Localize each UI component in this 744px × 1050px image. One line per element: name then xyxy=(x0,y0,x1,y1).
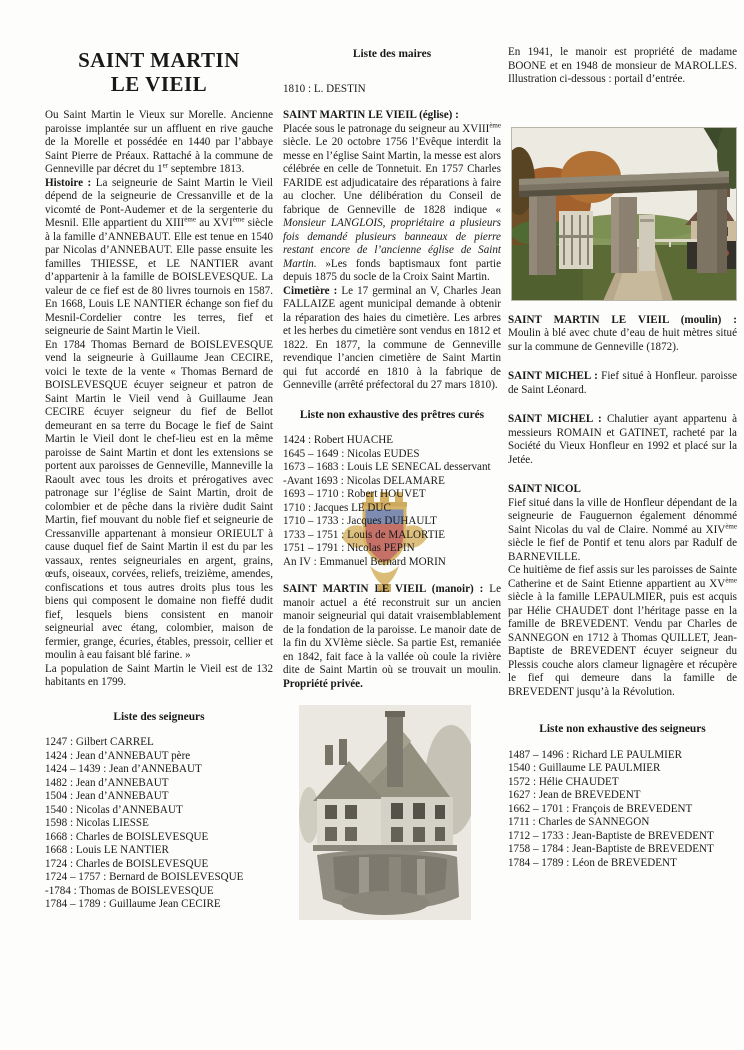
michel2-label: SAINT MICHEL : xyxy=(508,413,608,425)
col3-seigneurs-heading: Liste non exhaustive des seigneurs xyxy=(539,723,706,735)
list-item: 1424 : Robert HUACHE xyxy=(283,434,394,446)
nicol-paragraph-1 xyxy=(508,497,737,565)
gate-photo xyxy=(511,127,737,301)
nicol-text: Fief situé dans la ville de Honfleur dépendant de la seigneurie de Fauguernon également dénommé Saint Nicolas du val de Claire. Nommé au XIV xyxy=(508,496,737,536)
moulin-paragraph: Moulin à blé avec chute d’eau de huit mètres situé sur la commune de Genneville (1872). xyxy=(508,327,737,353)
boone-paragraph: En 1941, le manoir est propriété de madame BOONE et en 1948 de monsieur de MAROLLES. Illustration ci-dessous : portail d’entrée. xyxy=(508,46,737,85)
list-item: 1784 – 1789 : Guillaume Jean CECIRE xyxy=(45,898,221,910)
list-item: 1668 : Charles de BOISLEVESQUE xyxy=(45,830,209,843)
maires-heading: Liste des maires xyxy=(352,48,432,60)
list-item: 1712 – 1733 : Jean-Baptiste de BREVEDENT xyxy=(508,829,714,842)
list-item: 1693 – 1710 : Robert HOUVET xyxy=(283,488,426,500)
histoire-text: siècle à la famille d’ANNEBAUT. Elle est tenue en 1540 par Nicolas d’ANNEBAUT. Elle passe ensuite les familles THIESSE, et LE NANTIER avant d’appartenir à la famille de BOISLEVESQUE. La valeur de ce fief est de 80 livres tournois en 1587. En 1668, Louis LE NANTIER échange son fief du Mesnil-Cordelier contre les terres, fief et seigneurie de Saint Martin le Vieil. xyxy=(45,217,274,337)
list-item: 1710 : Jacques LE DUC xyxy=(283,501,391,514)
population-paragraph: La population de Saint Martin le Vieil est de 132 habitants en 1799. xyxy=(45,662,273,688)
nicol-text: Ce huitième de fief assis sur les paroisses de Sainte Catherine et de Saint Etienne appartient au XV xyxy=(508,564,737,590)
eglise-text: siècle. Le 20 octobre 1756 l’Evêque interdit la messe en l’église Saint Martin, la messe est alors célébrée en celle de Tonnetuit. En 1757 Charles FARIDE est adjudicataire des réparations à faire au clocher. Une délibération du Conseil de fabrique de Genneville de 1828 indique « xyxy=(283,136,501,216)
century-superscript: ème xyxy=(725,575,737,584)
page-title-line1: SAINT MARTIN xyxy=(78,48,240,72)
list-item: -Avant 1693 : Nicolas DELAMARE xyxy=(283,474,445,487)
list-item: 1540 : Nicolas d’ANNEBAUT xyxy=(45,803,183,816)
manoir-text: Le manoir actuel a été reconstruit sur un ancien manoir seigneurial qui datait vraisemblablement de la fondation de la paroisse. Le manoir date de la fin du XVIème siècle. Sa partie Est, remaniée en 1842, fait face à la vallée où coule la rivière dite de Saint Martin où se trouvait un moulin. xyxy=(283,583,501,676)
column-middle xyxy=(283,0,501,920)
pretres-heading: Liste non exhaustive des prêtres curés xyxy=(299,408,485,421)
intro-text: Ou Saint Martin le Vieux sur Morelle. Ancienne paroisse implantée sur un affluent en rive gauche de la Morelle et possédée en 1440 par l’abbaye Saint Pierre de Préaux. Rattaché à la commune de Genneville par décret du 1 xyxy=(45,109,273,175)
list-item: 1758 – 1784 : Jean-Baptiste de BREVEDENT xyxy=(508,843,714,855)
list-item: 1711 : Charles de SANNEGON xyxy=(508,816,650,828)
list-item: 1673 – 1683 : Louis LE SENECAL desservant xyxy=(283,461,491,473)
list-item: 1751 – 1791 : Nicolas PEPIN xyxy=(283,542,415,554)
list-item: An IV : Emmanuel Bernard MORIN xyxy=(283,555,446,568)
moulin-heading: SAINT MARTIN LE VIEIL (moulin) : xyxy=(508,313,737,326)
list-item: 1627 : Jean de BREVEDENT xyxy=(508,789,641,801)
list-item: 1724 : Charles de BOISLEVESQUE xyxy=(45,857,209,870)
manoir-label: SAINT MARTIN LE VIEIL (manoir) : xyxy=(283,583,490,595)
michel2-text: Chalutier ayant appartenu à messieurs ROMAIN et GATINET, racheté par la Société du Vieux Honfleur en 1992 et placé sur la Jetée. xyxy=(508,413,737,466)
cimetiere-label: Cimetière : xyxy=(283,284,342,297)
century-superscript: ème xyxy=(184,215,196,224)
century-superscript: ème xyxy=(232,215,245,224)
histoire-paragraph xyxy=(45,177,273,339)
eglise-quote-italic: Monsieur LANGLOIS, propriétaire a plusieurs fois demandé plusieurs banneaux de pierre restant encore de l’ancienne église de Saint Martin. xyxy=(283,217,501,270)
seigneurs-list xyxy=(45,736,273,912)
list-item: 1482 : Jean d’ANNEBAUT xyxy=(45,776,169,789)
list-item: 1424 : Jean d’ANNEBAUT père xyxy=(45,749,191,762)
list-item: 1572 : Hélie CHAUDET xyxy=(508,775,619,788)
list-item: 1710 – 1733 : Jacques DUHAULT xyxy=(283,515,437,527)
nicol-text: siècle à la famille LEPAULMIER, puis est acquis par Hélie CHAUDET dont l’héritage passe en la famille de BREVEDENT. Vendu par Charles de SANNEGON en 1712 à Thomas QUILLET, Jean-Baptiste de BREVEDENT écuyer seigneur du Plessis couche alors clameur lignagère et récupère le fief qui demeure dans la famille de BREVEDENT jusqu’à la Révolution. xyxy=(508,591,737,698)
michel2-paragraph xyxy=(508,413,737,467)
ordinal-superscript: er xyxy=(162,161,169,170)
cimetiere-text: Le 17 germinal an V, Charles Jean FALLAIZE agent municipal demande à obtenir la réparation des haies du cimetière. Les arbres et les herbes du cimetière sont vendus en 1812 et 1822. En 1877, la commune de Genneville revendique l’ancien cimetière de Saint Martin qui fut accordé en 1810 à la fabrique de Genneville (arrêté préfectoral du 27 mars 1810). xyxy=(283,284,501,391)
manoir-private-note: Propriété privée. xyxy=(283,677,363,690)
list-item: 1540 : Guillaume LE PAULMIER xyxy=(508,762,661,774)
pretres-list xyxy=(283,434,501,569)
century-superscript: ème xyxy=(489,120,501,129)
list-item: 1668 : Louis LE NANTIER xyxy=(45,844,169,856)
list-item: -1784 : Thomas de BOISLEVESQUE xyxy=(45,884,214,897)
manor-photo xyxy=(299,705,471,920)
seigneurs-heading: Liste des seigneurs xyxy=(113,710,205,723)
michel1-text: Fief situé à Honfleur. paroisse de Saint Léonard. xyxy=(508,370,738,396)
eglise-heading: SAINT MARTIN LE VIEIL (église) : xyxy=(283,109,459,121)
histoire-label: Histoire : xyxy=(45,176,96,189)
list-item: 1247 : Gilbert CARREL xyxy=(45,736,154,748)
list-item: 1784 – 1789 : Léon de BREVEDENT xyxy=(508,856,677,869)
page-title-line2: LE VIEIL xyxy=(110,72,208,96)
list-item: 1487 – 1496 : Richard LE PAULMIER xyxy=(508,748,683,761)
cimetiere-paragraph xyxy=(283,285,501,393)
list-item: 1424 – 1439 : Jean d’ANNEBAUT xyxy=(45,763,202,775)
histoire-text: La seigneurie de Saint Martin le Vieil dépend de la seigneurie de Cressanville et de la vicomté de Pont-Audemer et de la sergenterie du Mesnil. Elle appartient du XIII xyxy=(45,176,273,229)
eglise-text: Placée sous le patronage du seigneur au XVIII xyxy=(283,122,490,135)
intro-text-end: septembre 1813. xyxy=(168,163,245,175)
list-item: 1733 – 1751 : Louis de MALORTIE xyxy=(283,528,446,541)
manoir-paragraph xyxy=(283,583,501,691)
list-item: 1724 – 1757 : Bernard de BOISLEVESQUE xyxy=(45,871,244,883)
nicol-heading: SAINT NICOL xyxy=(508,483,581,495)
list-item: 1504 : Jean d’ANNEBAUT xyxy=(45,790,169,802)
vente-paragraph: En 1784 Thomas Bernard de BOISLEVESQUE vend la seigneurie à Guillaume Jean CECIRE, voici le texte de la vente « Thomas Bernard de BOISLEVESQUE écuyer seigneur et patron de Saint Martin le Vieil vend à Guillaume Jean CECIRE écuyer seigneur du fief de Bellot demeurant en sa terre du Bocage le fief de Saint Martin le Vieil dont le chef-lieu est en la même paroisse de Saint Martin et dont les extensions se portent aux paroisses de Genneville, Manneville la Raoult avec tous les droits et prérogatives avec patronage sur l’église de Saint Martin, droit de colombier et de pêche dans la rivière dudit Saint Martin, fief mouvant du noble fief et seigneurie de Cressanville appartenant à monsieur ORIEULT à cause duquel fief de Saint Martin il est du par les vassaux, rentes seigneuriales en argent, grains, œufs, oiseaux, corvées, reliefs, treizième, amendes, confiscations et tous autres droits plus tous les biens qui composent le domaine non fieffé dudit fief, lesquels biens consistent en manoir seigneurial avec étang, colombier, maison de fermier, grange, écuries, étables, pressoir, cellier et moulin à eau faisant blé farine. » xyxy=(45,338,273,661)
nicol-paragraph-2 xyxy=(508,564,737,699)
maire-entry: 1810 : L. DESTIN xyxy=(283,82,366,95)
list-item: 1598 : Nicolas LIESSE xyxy=(45,817,149,829)
eglise-paragraph xyxy=(283,120,501,285)
column-right xyxy=(508,0,737,870)
column-left xyxy=(45,0,273,912)
michel1-paragraph xyxy=(508,370,737,397)
nicol-text: siècle le fief de Pontif et tenu alors par Radulf de BARNEVILLE. xyxy=(508,537,737,563)
michel1-label: SAINT MICHEL : xyxy=(508,370,602,382)
century-superscript: ème xyxy=(725,521,737,530)
eglise-text-end: »Les fonds baptismaux font partie depuis 1875 du socle de la Croix Saint Martin. xyxy=(283,257,501,283)
col3-seigneurs-list xyxy=(508,749,737,871)
list-item: 1662 – 1701 : François de BREVEDENT xyxy=(508,802,693,815)
page-title xyxy=(45,48,273,96)
intro-paragraph xyxy=(45,109,273,177)
histoire-text: au XVI xyxy=(195,217,233,229)
list-item: 1645 – 1649 : Nicolas EUDES xyxy=(283,447,420,460)
